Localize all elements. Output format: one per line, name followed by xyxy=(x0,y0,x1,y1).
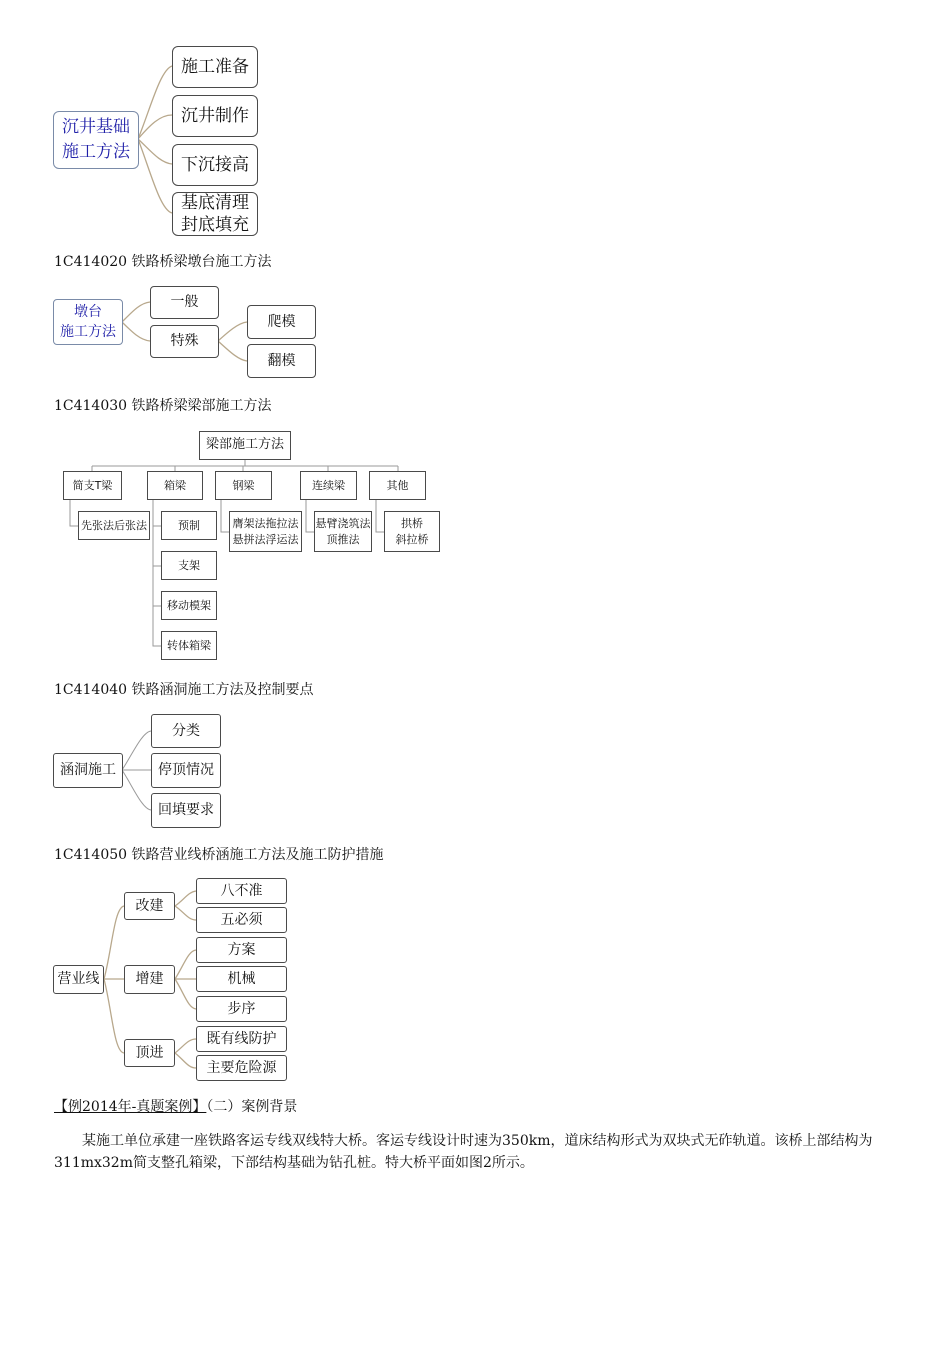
culvert-backfill-requirements: 回填要求 xyxy=(151,793,221,828)
girder-cat-other: 其他 xyxy=(369,471,426,500)
girder-other-types: 拱桥 斜拉桥 xyxy=(384,511,440,552)
rebuild-five-musts: 五必须 xyxy=(196,907,287,933)
addition-plan: 方案 xyxy=(196,937,287,963)
addition-machinery: 机械 xyxy=(196,966,287,992)
addition-sequence: 步序 xyxy=(196,996,287,1022)
pier-special: 特殊 xyxy=(150,325,219,358)
jacking-main-hazards: 主要危险源 xyxy=(196,1055,287,1081)
girder-box-movable-form: 移动模架 xyxy=(161,591,217,620)
sinking-well-root: 沉井基础 施工方法 xyxy=(53,111,139,169)
sinking-well-step-3: 下沉接高 xyxy=(172,144,258,186)
rebuild-eight-prohibitions: 八不准 xyxy=(196,878,287,904)
section-heading-operating-line: 1C414050 铁路营业线桥涵施工方法及施工防护措施 xyxy=(54,847,384,863)
girder-continuous-methods: 悬臂浇筑法 顶推法 xyxy=(314,511,372,552)
section-heading-culvert: 1C414040 铁路涵洞施工方法及控制要点 xyxy=(54,682,314,698)
case-background-paragraph: 某施工单位承建一座铁路客运专线双线特大桥。客运专线设计时速为350km，道床结构形式为双块式无砟轨道。该桥上部结构为311mx32m简支整孔箱梁，下部结构基础为钻孔桩。特大桥平面如图2所示。 xyxy=(54,1133,873,1171)
girder-cat-simple-t: 简支T梁 xyxy=(63,471,122,500)
culvert-root: 涵洞施工 xyxy=(53,753,123,788)
example-title: （二）案例背景 xyxy=(206,1099,298,1115)
pier-turning-form: 翻模 xyxy=(247,344,316,378)
example-heading xyxy=(54,1096,297,1116)
culvert-classification: 分类 xyxy=(151,714,221,748)
pier-general: 一般 xyxy=(150,286,219,319)
girder-root: 梁部施工方法 xyxy=(199,431,291,460)
section-heading-pier: 1C414020 铁路桥梁墩台施工方法 xyxy=(54,254,272,270)
girder-cat-continuous: 连续梁 xyxy=(300,471,357,500)
operating-line-root: 营业线 xyxy=(53,965,104,994)
sinking-well-step-1: 施工准备 xyxy=(172,46,258,88)
operating-line-jacking: 顶进 xyxy=(124,1039,175,1067)
girder-box-rotating: 转体箱梁 xyxy=(161,631,217,660)
operating-line-rebuild: 改建 xyxy=(124,892,175,920)
pier-root: 墩台 施工方法 xyxy=(53,299,123,345)
section-heading-girder: 1C414030 铁路桥梁梁部施工方法 xyxy=(54,398,272,414)
girder-box-precast: 预制 xyxy=(161,511,217,540)
operating-line-addition: 增建 xyxy=(124,965,175,994)
pier-climbing-form: 爬模 xyxy=(247,305,316,339)
jacking-existing-line-protection: 既有线防护 xyxy=(196,1026,287,1052)
sinking-well-step-2: 沉井制作 xyxy=(172,95,258,137)
girder-box-support: 支架 xyxy=(161,551,217,580)
girder-cat-steel: 钢梁 xyxy=(215,471,272,500)
girder-simple-t-method: 先张法后张法 xyxy=(78,511,150,540)
girder-cat-box: 箱梁 xyxy=(147,471,203,500)
example-tag: 【例2014年-真题案例】 xyxy=(54,1099,207,1115)
culvert-jacking-status: 停顶情况 xyxy=(151,753,221,788)
girder-steel-methods: 膺架法拖拉法 悬拼法浮运法 xyxy=(229,511,302,552)
sinking-well-step-4: 基底清理 封底填充 xyxy=(172,192,258,236)
